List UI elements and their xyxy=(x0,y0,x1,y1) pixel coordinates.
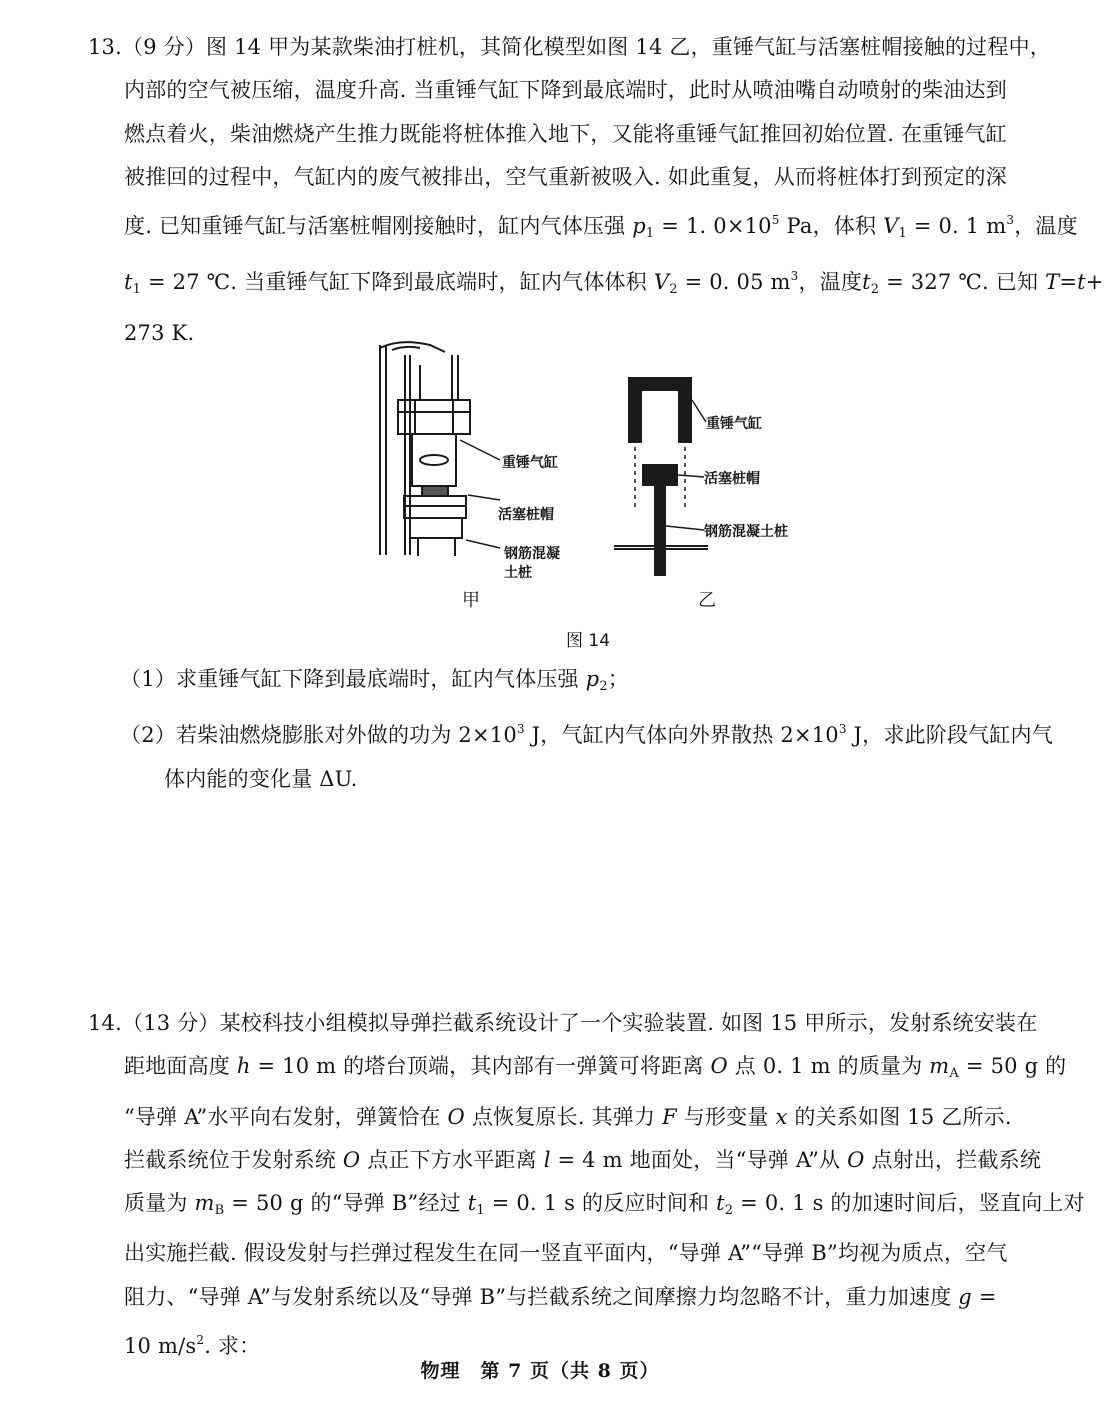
subscript-1: 1 xyxy=(898,226,907,242)
simplified-model xyxy=(628,377,692,576)
superscript-5: 5 xyxy=(771,213,780,228)
q13-line-4: 被推回的过程中，气缸内的废气被排出，空气重新被吸入. 如此重复，从而将桩体打到预定的深 xyxy=(124,164,1007,189)
q13-line-6-text: = 27 ℃. 当重锤气缸下降到最底端时，缸内气体体积 xyxy=(148,270,647,295)
q13-line-1: 13.（9 分）图 14 甲为某款柴油打桩机，其简化模型如图 14 乙，重锤气缸与活塞桩帽接触的过程中， xyxy=(88,35,1051,59)
q13-sub-1 xyxy=(88,658,1058,708)
subscript-2: 2 xyxy=(724,1203,734,1219)
q13-line-6-temp-label: ，温度 xyxy=(798,270,863,295)
q14-line-2-height: = 10 m 的塔台顶端，其内部有一弹簧可将距离 xyxy=(257,1054,704,1079)
symbol-t: t xyxy=(862,270,871,295)
q14-line-3-end: 的关系如图 15 乙所示. xyxy=(794,1104,1012,1129)
symbol-O: O xyxy=(342,1147,361,1172)
q14-line-1: 14.（13 分）某校科技小组模拟导弹拦截系统设计了一个实验装置. 如图 15 甲所示，发射系统安装在 xyxy=(88,1011,1038,1035)
q14-line-8-value: 10 m/s xyxy=(124,1334,197,1359)
q14-line-6: 出实施拦截. 假设发射与拦弹过程发生在同一竖直平面内，“导弹 A”“导弹 B”均视为质点，空气 xyxy=(124,1241,1008,1266)
label-concrete-pile-yi: 钢筋混凝土桩 xyxy=(704,524,788,540)
q14-line-3 xyxy=(88,1096,1054,1139)
symbol-g: g xyxy=(958,1284,972,1309)
q14-line-7 xyxy=(88,1276,1054,1319)
q13-line-7: 273 K. xyxy=(124,320,195,345)
subscript-2: 2 xyxy=(669,282,678,298)
figure-jia-leaders xyxy=(460,440,500,548)
symbol-p: p xyxy=(632,214,646,239)
q13-line-6-temp: = 327 ℃. 已知 xyxy=(886,270,1039,295)
q14-line-5-text: 质量为 xyxy=(124,1191,188,1216)
q14-line-2 xyxy=(88,1045,1067,1095)
q13-sub-2-end: J，求此阶段气缸内气 xyxy=(846,723,1053,748)
q13-line-5-volume: = 0. 1 m xyxy=(913,214,1007,239)
symbol-t: t xyxy=(716,1191,725,1216)
q13-sub-2 xyxy=(88,708,1058,757)
q13-sub-1-text: （1）求重锤气缸下降到最底端时，缸内气体压强 xyxy=(120,667,579,691)
q14-line-2-mass: = 50 g 的 xyxy=(965,1054,1067,1079)
superscript-3: 3 xyxy=(1006,213,1015,228)
q14-line-4-dist: 点正下方水平距离 xyxy=(367,1147,537,1172)
q13-line-5-value: = 1. 0×10 xyxy=(661,214,772,239)
ground-line xyxy=(614,546,708,549)
symbol-O: O xyxy=(847,1147,865,1172)
equals-sign: = xyxy=(978,1284,997,1309)
equals-sign: = xyxy=(1059,270,1078,295)
subscript-2: 2 xyxy=(870,282,880,298)
subscript-A: A xyxy=(949,1066,960,1082)
subscript-1: 1 xyxy=(476,1203,485,1219)
q14-line-4 xyxy=(88,1139,1054,1182)
label-concrete-pile-jia-1: 钢筋混凝 xyxy=(504,546,560,562)
q14-line-5-mass: = 50 g 的“导弹 B”经过 xyxy=(231,1191,461,1216)
superscript-3: 3 xyxy=(790,269,799,284)
q13-sub-2-cont: 体内能的变化量 ΔU. xyxy=(164,766,358,791)
symbol-V: V xyxy=(653,270,670,295)
page-footer: 物理 第 7 页（共 8 页） xyxy=(420,1360,660,1382)
symbol-x: x xyxy=(775,1104,788,1129)
q14-line-7-text: 阻力、“导弹 A”与发射系统以及“导弹 B”与拦截系统之间摩擦力均忽略不计，重力加速度 xyxy=(124,1284,952,1309)
q14-line-4-end: 点射出，拦截系统 xyxy=(871,1147,1042,1172)
figure-14-caption: 图 14 xyxy=(566,631,611,651)
symbol-T: T xyxy=(1045,270,1060,295)
caption-yi: 乙 xyxy=(698,590,716,611)
superscript-2: 2 xyxy=(196,1333,205,1348)
label-hammer-cylinder-yi: 重锤气缸 xyxy=(706,416,762,432)
question-13-subquestions xyxy=(88,658,1058,801)
q13-sub-2-heat: J，气缸内气体向外界散热 2×10 xyxy=(524,723,839,748)
symbol-O: O xyxy=(710,1054,728,1079)
q13-line-2: 内部的空气被压缩，温度升高. 当重锤气缸下降到最底端时，此时从喷油嘴自动喷射的柴油达到 xyxy=(124,78,1007,103)
question-13 xyxy=(88,26,1104,355)
q14-line-5-accel: = 0. 1 s 的加速时间后，竖直向上对 xyxy=(740,1191,1085,1216)
subscript-1: 1 xyxy=(645,226,655,242)
superscript-3: 3 xyxy=(838,722,847,737)
question-14 xyxy=(88,1002,1085,1368)
plus-sign: + xyxy=(1085,270,1104,295)
q14-line-2-dist: 点 0. 1 m 的质量为 xyxy=(734,1054,923,1079)
q14-line-2-text: 距地面高度 xyxy=(124,1054,230,1079)
symbol-t: t xyxy=(1077,270,1086,295)
q13-line-5-text: 度. 已知重锤气缸与活塞桩帽刚接触时，缸内气体压强 xyxy=(124,214,626,239)
q13-sub-1-end: ； xyxy=(607,667,629,691)
q13-line-5 xyxy=(88,199,1078,255)
model-guides xyxy=(635,447,685,510)
pile-driver-illustration xyxy=(380,342,470,556)
caption-jia: 甲 xyxy=(462,590,480,611)
q14-line-4-text: 拦截系统位于发射系统 xyxy=(124,1147,336,1172)
symbol-t: t xyxy=(467,1191,477,1216)
symbol-h: h xyxy=(236,1054,251,1079)
label-piston-cap-yi: 活塞桩帽 xyxy=(704,471,760,487)
subscript-2: 2 xyxy=(599,679,608,694)
symbol-O: O xyxy=(447,1104,465,1129)
label-concrete-pile-jia-2: 土桩 xyxy=(504,565,532,581)
label-piston-cap-jia: 活塞桩帽 xyxy=(498,507,554,523)
symbol-m: m xyxy=(194,1191,215,1216)
q13-sub-2-text: （2）若柴油燃烧膨胀对外做的功为 2×10 xyxy=(120,723,517,748)
subscript-B: B xyxy=(214,1203,225,1219)
symbol-t: t xyxy=(124,270,133,295)
q14-line-5 xyxy=(88,1182,1085,1232)
q13-line-5-temp: ，温度 xyxy=(1014,214,1078,239)
superscript-3: 3 xyxy=(516,722,525,737)
q13-line-6-volume: = 0. 05 m xyxy=(684,270,791,295)
symbol-l: l xyxy=(543,1147,551,1172)
q14-line-3-force: 点恢复原长. 其弹力 xyxy=(471,1104,656,1129)
symbol-m: m xyxy=(929,1054,950,1079)
label-hammer-cylinder-jia: 重锤气缸 xyxy=(502,455,558,471)
q14-line-5-reaction: = 0. 1 s 的反应时间和 xyxy=(491,1191,710,1216)
figure-yi-leaders xyxy=(666,400,706,530)
q13-line-6 xyxy=(88,255,1104,311)
subscript-1: 1 xyxy=(132,282,142,298)
q14-line-3-text: “导弹 A”水平向右发射，弹簧恰在 xyxy=(124,1104,441,1129)
q14-line-3-deform: 与形变量 xyxy=(683,1104,769,1129)
q13-line-5-unit: Pa，体积 xyxy=(779,214,877,239)
q14-line-4-value: = 4 m 地面处，当“导弹 A”从 xyxy=(557,1147,841,1172)
q14-line-8-end: . 求： xyxy=(204,1334,261,1359)
symbol-F: F xyxy=(662,1104,677,1129)
q13-line-3: 燃点着火，柴油燃烧产生推力既能将桩体推入地下，又能将重锤气缸推回初始位置. 在重锤气缸 xyxy=(124,121,1007,146)
symbol-p: p xyxy=(585,667,600,691)
symbol-V: V xyxy=(883,214,899,239)
